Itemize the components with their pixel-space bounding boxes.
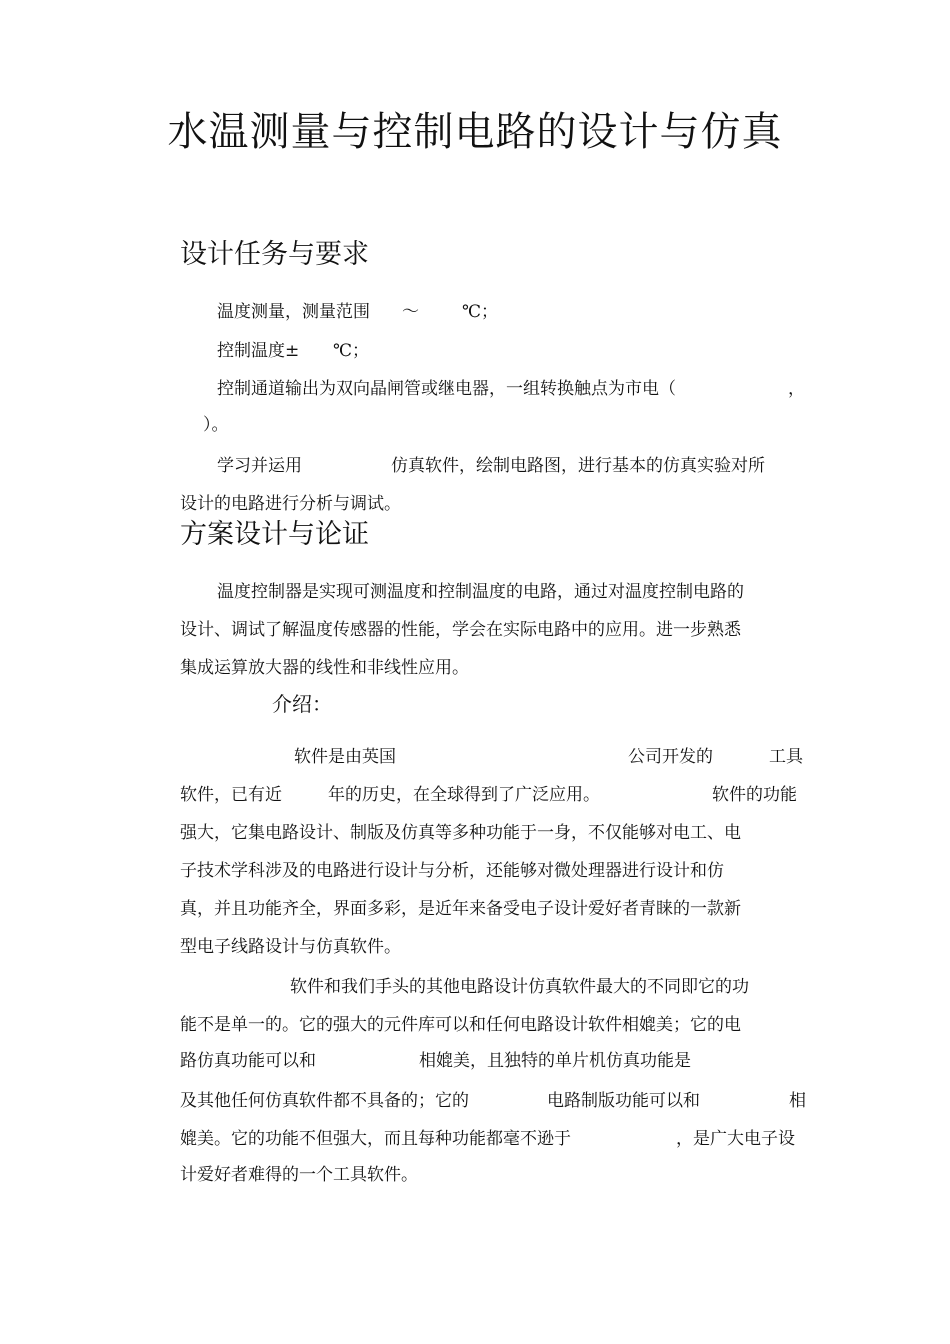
item3-text-b: ， bbox=[788, 379, 805, 399]
para3-line1: 软件和我们手头的其他电路设计仿真软件最大的不同即它的功 bbox=[290, 977, 749, 997]
item1-text-a: 温度测量，测量范围 bbox=[217, 302, 370, 322]
para2-line2-c: 软件的功能 bbox=[712, 785, 797, 805]
para3-line4-a: 及其他任何仿真软件都不具备的；它的 bbox=[180, 1091, 469, 1111]
para2-line3: 强大，它集电路设计、制版及仿真等多种功能于一身，不仅能够对电工、电 bbox=[180, 823, 741, 843]
para1-line2: 设计、调试了解温度传感器的性能，学会在实际电路中的应用。进一步熟悉 bbox=[180, 620, 741, 640]
para2-line4: 子技术学科涉及的电路进行设计与分析，还能够对微处理器进行设计和仿 bbox=[180, 861, 724, 881]
para2-line1-a: 软件是由英国 bbox=[294, 747, 396, 767]
para3-line5-b: ，是广大电子设 bbox=[676, 1129, 795, 1149]
document-title: 水温测量与控制电路的设计与仿真 bbox=[167, 109, 783, 155]
item2-text-b: ℃； bbox=[333, 341, 370, 361]
para3-line3-a: 路仿真功能可以和 bbox=[180, 1051, 316, 1071]
item3-text-c: ）。 bbox=[203, 415, 229, 435]
para3-line5-a: 媲美。它的功能不但强大，而且每种功能都毫不逊于 bbox=[180, 1129, 571, 1149]
item4-text-b: 仿真软件，绘制电路图，进行基本的仿真实验对所 bbox=[391, 456, 765, 476]
para2-line1-b: 公司开发的 bbox=[628, 747, 713, 767]
para2-line2-b: 年的历史，在全球得到了广泛应用。 bbox=[328, 785, 600, 805]
para2-line5: 真，并且功能齐全，界面多彩，是近年来备受电子设计爱好者青睐的一款新 bbox=[180, 899, 741, 919]
section-heading-design-task: 设计任务与要求 bbox=[180, 239, 369, 270]
section-heading-scheme-design: 方案设计与论证 bbox=[180, 519, 369, 550]
item1-text-c: ℃； bbox=[462, 302, 499, 322]
para2-line2-a: 软件，已有近 bbox=[180, 785, 282, 805]
para2-line6: 型电子线路设计与仿真软件。 bbox=[180, 937, 401, 957]
para1-line3: 集成运算放大器的线性和非线性应用。 bbox=[180, 658, 469, 678]
item4-text-a: 学习并运用 bbox=[217, 456, 302, 476]
para3-line3-b: 相媲美，且独特的单片机仿真功能是 bbox=[419, 1051, 691, 1071]
item2-text-a: 控制温度± bbox=[217, 341, 300, 361]
item1-text-b: ～ bbox=[402, 302, 419, 322]
para3-line4-b: 电路制版功能可以和 bbox=[547, 1091, 700, 1111]
item3-text-a: 控制通道输出为双向晶闸管或继电器，一组转换触点为市电（ bbox=[217, 379, 676, 399]
item4-text-c: 设计的电路进行分析与调试。 bbox=[180, 494, 401, 514]
intro-label: 介绍： bbox=[272, 692, 332, 716]
para2-line1-c: 工具 bbox=[769, 747, 803, 767]
para3-line6: 计爱好者难得的一个工具软件。 bbox=[180, 1165, 418, 1185]
para3-line2: 能不是单一的。它的强大的元件库可以和任何电路设计软件相媲美；它的电 bbox=[180, 1015, 741, 1035]
para3-line4-c: 相 bbox=[789, 1091, 806, 1111]
para1-line1: 温度控制器是实现可测温度和控制温度的电路，通过对温度控制电路的 bbox=[217, 582, 744, 602]
